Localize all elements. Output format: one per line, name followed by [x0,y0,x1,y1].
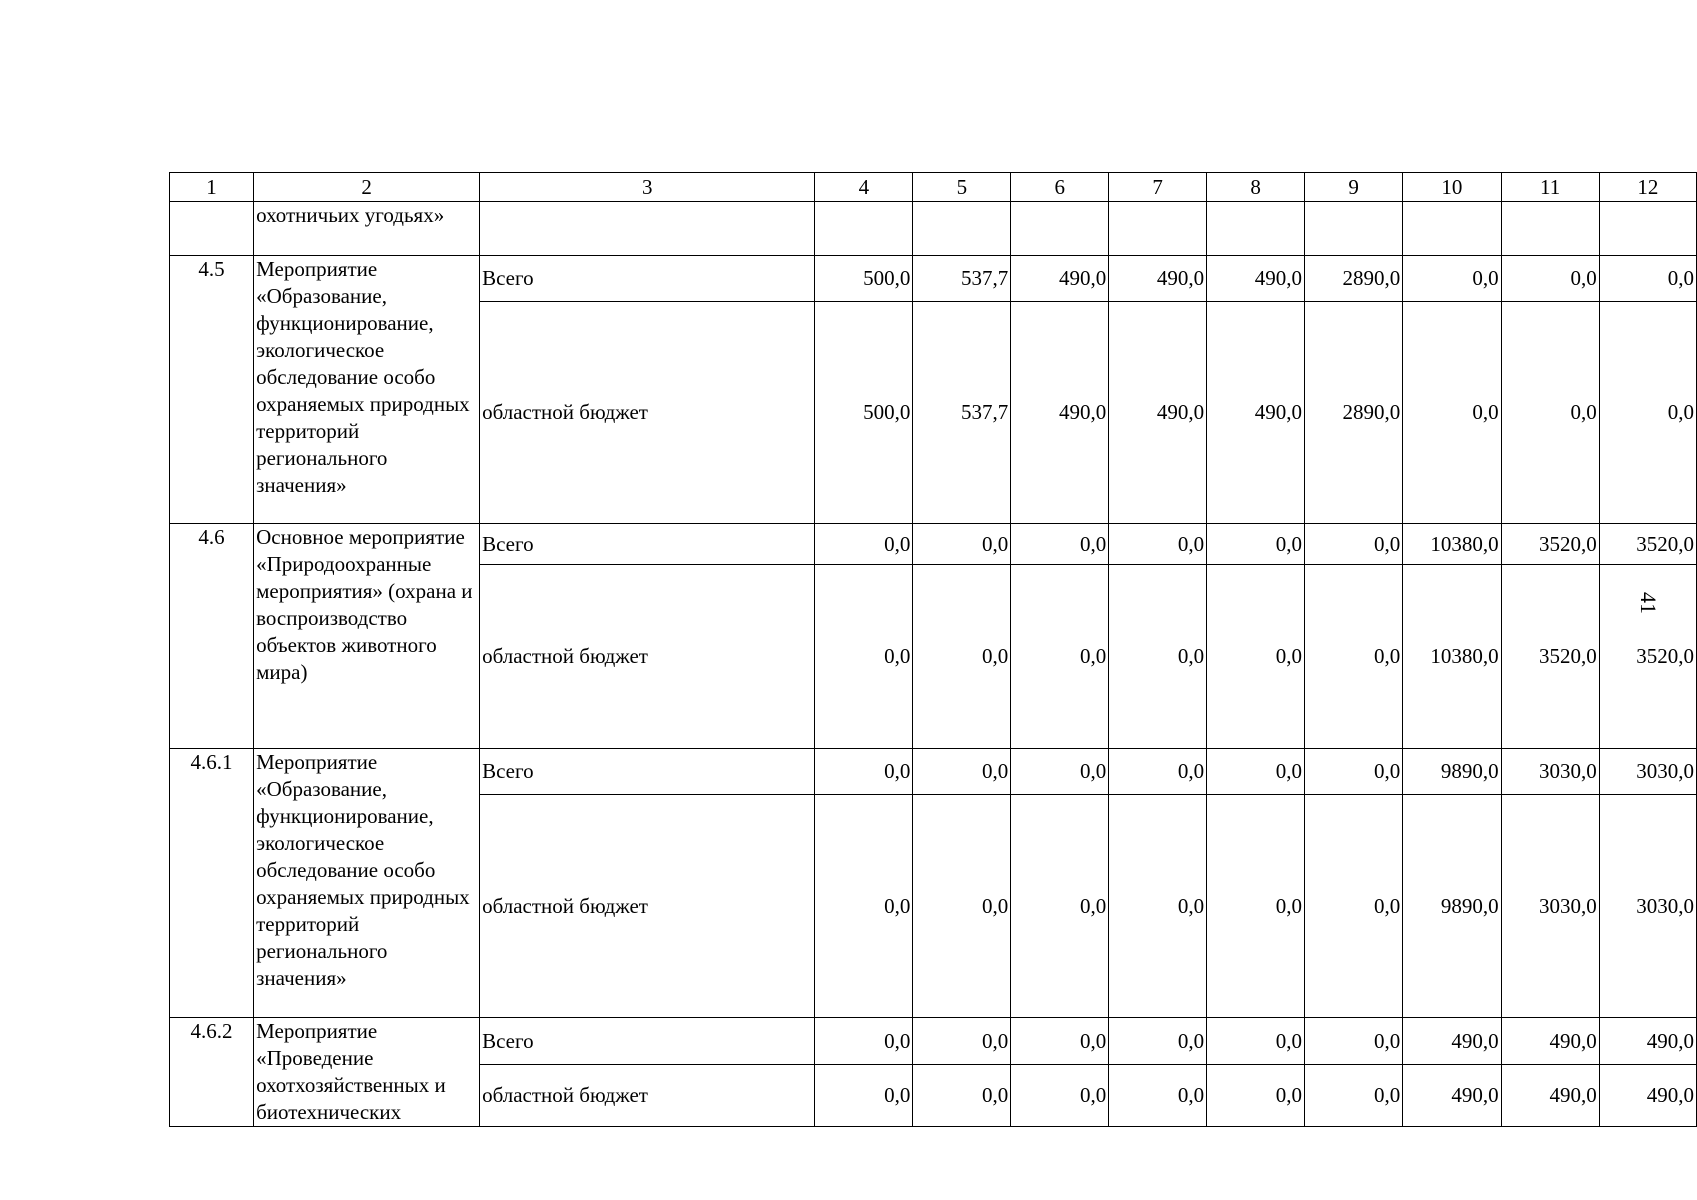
amount-cell: 3520,0 [1599,524,1696,565]
amount-cell: 3520,0 [1599,565,1696,749]
amount-cell: 0,0 [1207,1065,1305,1127]
column-number: 10 [1403,173,1501,202]
amount-cell: 0,0 [1011,749,1109,795]
amount-cell: 3030,0 [1501,795,1599,1018]
item-number: 4.6.1 [170,749,254,1018]
amount-cell [1305,202,1403,256]
amount-cell: 0,0 [1207,749,1305,795]
amount-cell: 500,0 [815,302,913,524]
funding-source: Всего [480,749,815,795]
amount-cell: 0,0 [1599,256,1696,302]
amount-cell: 0,0 [1599,302,1696,524]
amount-cell: 0,0 [1305,1065,1403,1127]
amount-cell: 490,0 [1599,1065,1696,1127]
amount-cell: 10380,0 [1403,524,1501,565]
amount-cell: 0,0 [1109,795,1207,1018]
amount-cell: 490,0 [1403,1018,1501,1065]
amount-cell: 0,0 [815,565,913,749]
column-number: 5 [913,173,1011,202]
item-number [170,202,254,256]
amount-cell: 0,0 [1207,1018,1305,1065]
amount-cell: 0,0 [1403,256,1501,302]
amount-cell [1501,202,1599,256]
amount-cell: 0,0 [1305,749,1403,795]
amount-cell [1011,202,1109,256]
table-row [170,1018,1697,1065]
amount-cell: 490,0 [1501,1065,1599,1127]
amount-cell: 0,0 [1109,749,1207,795]
funding-source: областной бюджет [480,302,815,524]
amount-cell: 0,0 [1109,524,1207,565]
table-row [170,749,1697,795]
column-number: 4 [815,173,913,202]
column-number: 2 [254,173,480,202]
amount-cell [1599,202,1696,256]
amount-cell: 3030,0 [1599,749,1696,795]
funding-source: Всего [480,524,815,565]
amount-cell: 3030,0 [1599,795,1696,1018]
column-number: 3 [480,173,815,202]
funding-source: областной бюджет [480,1065,815,1127]
amount-cell: 537,7 [913,302,1011,524]
page-number: 41 [1636,592,1661,614]
amount-cell: 0,0 [1305,565,1403,749]
table-body [170,202,1697,1127]
amount-cell: 0,0 [1011,565,1109,749]
amount-cell [815,202,913,256]
funding-source: Всего [480,1018,815,1065]
amount-cell [1109,202,1207,256]
amount-cell: 537,7 [913,256,1011,302]
column-number-row [170,173,1697,202]
column-number: 9 [1305,173,1403,202]
column-number: 11 [1501,173,1599,202]
amount-cell: 0,0 [913,1018,1011,1065]
amount-cell: 490,0 [1109,302,1207,524]
item-name: Мероприятие «Проведение охотхозяйственных и биотехнических [254,1018,480,1127]
amount-cell: 3520,0 [1501,524,1599,565]
amount-cell: 0,0 [913,1065,1011,1127]
amount-cell: 0,0 [1207,795,1305,1018]
amount-cell: 0,0 [913,749,1011,795]
amount-cell: 0,0 [913,524,1011,565]
amount-cell: 0,0 [1011,524,1109,565]
amount-cell: 3520,0 [1501,565,1599,749]
budget-table [169,172,1697,1127]
amount-cell: 0,0 [1109,1065,1207,1127]
funding-source: Всего [480,256,815,302]
amount-cell: 0,0 [1501,256,1599,302]
amount-cell: 0,0 [815,1018,913,1065]
item-name: Мероприятие «Образование, функционирование, экологическое обследование особо охраняемых природных территорий регионального значения» [254,749,480,1018]
column-number: 1 [170,173,254,202]
column-number: 6 [1011,173,1109,202]
amount-cell: 10380,0 [1403,565,1501,749]
amount-cell: 490,0 [1207,302,1305,524]
amount-cell: 0,0 [1207,524,1305,565]
item-name: Основное мероприятие «Природоохранные мероприятия» (охрана и воспроизводство объектов животного мира) [254,524,480,749]
amount-cell: 0,0 [1109,565,1207,749]
amount-cell: 490,0 [1011,256,1109,302]
amount-cell: 490,0 [1011,302,1109,524]
amount-cell: 0,0 [1207,565,1305,749]
funding-source: областной бюджет [480,565,815,749]
amount-cell: 0,0 [1109,1018,1207,1065]
amount-cell [913,202,1011,256]
funding-source: областной бюджет [480,795,815,1018]
amount-cell: 9890,0 [1403,795,1501,1018]
amount-cell: 500,0 [815,256,913,302]
amount-cell [1403,202,1501,256]
amount-cell: 490,0 [1599,1018,1696,1065]
amount-cell: 0,0 [815,1065,913,1127]
column-number: 8 [1207,173,1305,202]
amount-cell: 0,0 [1305,1018,1403,1065]
amount-cell [1207,202,1305,256]
item-name: Мероприятие «Образование, функционирование, экологическое обследование особо охраняемых природных территорий регионального значения» [254,256,480,524]
table-row [170,524,1697,565]
item-number: 4.6 [170,524,254,749]
amount-cell: 490,0 [1403,1065,1501,1127]
column-number: 12 [1599,173,1696,202]
amount-cell: 0,0 [815,749,913,795]
amount-cell: 490,0 [1501,1018,1599,1065]
column-number: 7 [1109,173,1207,202]
item-number: 4.6.2 [170,1018,254,1127]
amount-cell: 490,0 [1207,256,1305,302]
amount-cell: 0,0 [913,565,1011,749]
amount-cell: 0,0 [1305,795,1403,1018]
amount-cell: 490,0 [1109,256,1207,302]
amount-cell: 0,0 [815,524,913,565]
amount-cell: 3030,0 [1501,749,1599,795]
amount-cell: 0,0 [1011,1065,1109,1127]
item-number: 4.5 [170,256,254,524]
amount-cell: 0,0 [1403,302,1501,524]
amount-cell: 0,0 [1011,1018,1109,1065]
amount-cell: 2890,0 [1305,302,1403,524]
amount-cell: 2890,0 [1305,256,1403,302]
table-row [170,202,1697,256]
table-row [170,256,1697,302]
funding-source [480,202,815,256]
amount-cell: 0,0 [1501,302,1599,524]
amount-cell: 0,0 [1011,795,1109,1018]
item-name: охотничьих угодьях» [254,202,480,256]
amount-cell: 0,0 [815,795,913,1018]
amount-cell: 0,0 [1305,524,1403,565]
amount-cell: 9890,0 [1403,749,1501,795]
amount-cell: 0,0 [913,795,1011,1018]
